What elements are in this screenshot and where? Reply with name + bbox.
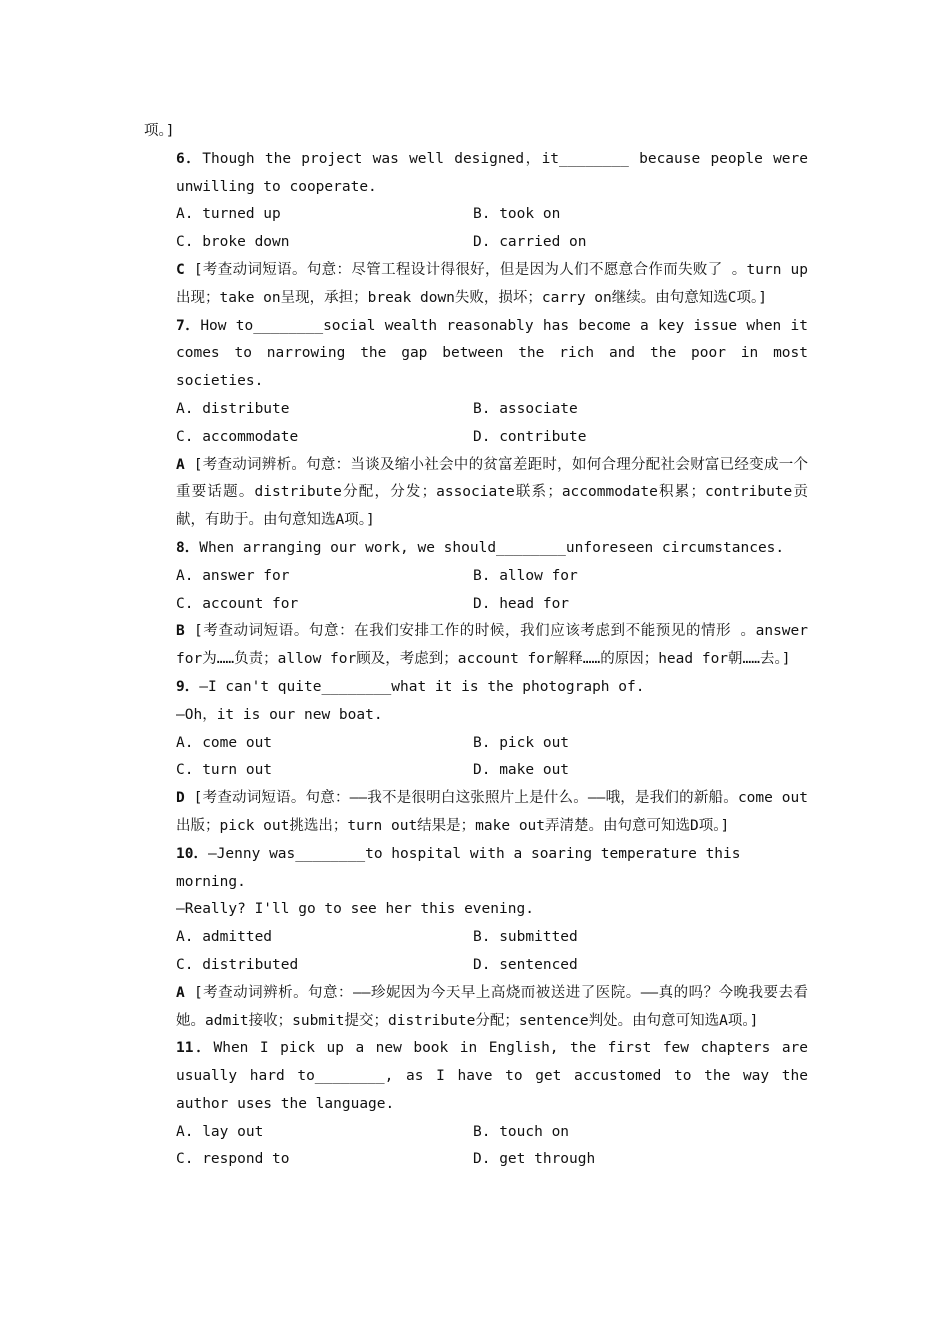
question-9-options-row-2 [144, 757, 808, 785]
question-number: 7． [176, 317, 201, 334]
question-6-stem [144, 146, 817, 202]
question-number: 8． [176, 539, 200, 556]
option-d: D. sentenced [473, 956, 578, 973]
question-text: —Jenny was________to hospital with a soaring temperature this morning. [176, 845, 750, 890]
explanation-text: [考查动词短语。句意：在我们安排工作的时候，我们应该考虑到不能预见的情形 。answer for为……负责；allow for顾及，考虑到；account for解释……的原因；head for朝……去。] [176, 623, 817, 668]
option-d: D. contribute [473, 428, 587, 445]
option-a: A. lay out [176, 1123, 264, 1140]
explanation-text: [考查动词辨析。句意：——珍妮因为今天早上高烧而被送进了医院。——真的吗？今晚我要去看她。admit接收；submit提交；distribute分配；sentence判处。由句意可知选A项。] [176, 984, 808, 1029]
question-number: 10． [176, 845, 208, 862]
option-b: B. associate [473, 400, 578, 417]
option-d: D. get through [473, 1151, 596, 1168]
question-8-stem [144, 535, 808, 563]
option-c: C. turn out [176, 762, 273, 779]
question-text: —I can't quite________what it is the photograph of. [199, 678, 645, 695]
option-b: B. submitted [473, 929, 578, 946]
question-11-stem [144, 1035, 817, 1118]
question-6-explanation [144, 257, 808, 313]
question-10-options-row-1 [144, 924, 808, 952]
explanation-text: [考查动词辨析。句意：当谈及缩小社会中的贫富差距时，如何合理分配社会财富已经变成一个重要话题。distribute分配，分发；associate联系；accommodate积累；contribute贡献，有助于。由句意知选A项。] [176, 456, 808, 529]
question-text: How to________social wealth reasonably has become a key issue when it comes to narrowing the gap between the rich and the poor in most societies. [176, 317, 817, 390]
question-9-options-row-1 [144, 730, 808, 758]
question-7-options-row-2 [144, 424, 808, 452]
option-b: B. touch on [473, 1123, 570, 1140]
explanation-text: [考查动词短语。句意：尽管工程设计得很好，但是因为人们不愿意合作而失败了 。turn up出现；take on呈现，承担；break down失败，损坏；carry on继续。由句意知选C项。] [176, 261, 808, 306]
option-c: C. respond to [176, 1151, 290, 1168]
question-7-explanation [144, 452, 808, 535]
answer-letter: B [176, 623, 185, 640]
option-c: C. account for [176, 595, 299, 612]
option-d: D. head for [473, 595, 570, 612]
question-8-options-row-1 [144, 563, 808, 591]
question-number: 9． [176, 678, 200, 695]
option-c: C. distributed [176, 956, 299, 973]
question-10-reply: —Really? I'll go to see her this evening. [176, 901, 534, 918]
question-11-options-row-1 [144, 1119, 808, 1147]
option-a: A. distribute [176, 400, 290, 417]
question-6-options-row-1 [144, 201, 808, 229]
question-number: 6． [176, 150, 203, 167]
question-text: Though the project was well designed，it________ because people were unwilling to cooperate. [176, 150, 817, 195]
question-text: When I pick up a new book in English, the first few chapters are usually hard to________, as I have to get accustomed to the way the author uses the language. [176, 1040, 817, 1112]
option-a: A. admitted [176, 929, 273, 946]
option-c: C. accommodate [176, 428, 299, 445]
option-c: C. broke down [176, 234, 290, 251]
question-9-explanation [144, 785, 808, 841]
question-7-stem [144, 313, 817, 396]
answer-letter: D [176, 790, 185, 807]
answer-letter: C [176, 261, 185, 278]
option-d: D. make out [473, 762, 570, 779]
question-6-options-row-2 [144, 229, 808, 257]
question-8-options-row-2 [144, 591, 808, 619]
option-b: B. took on [473, 206, 561, 223]
question-number: 11． [176, 1040, 214, 1057]
option-a: A. turned up [176, 206, 281, 223]
answer-letter: A [176, 456, 185, 473]
option-d: D. carried on [473, 234, 587, 251]
option-a: A. answer for [176, 567, 290, 584]
question-11-options-row-2 [144, 1146, 808, 1174]
question-10-stem [144, 841, 808, 897]
top-fragment: 项。] [144, 123, 175, 139]
question-9-stem [144, 674, 808, 702]
question-10-explanation [144, 980, 808, 1036]
answer-letter: A [176, 984, 185, 1001]
question-text: When arranging our work, we should________unforeseen circumstances. [199, 539, 785, 556]
document-page [144, 118, 817, 1174]
explanation-text: [考查动词短语。句意：——我不是很明白这张照片上是什么。——哦，是我们的新船。come out出版；pick out挑选出；turn out结果是；make out弄清楚。由句意可知选D项。] [176, 790, 808, 834]
question-8-explanation [144, 618, 817, 674]
question-7-options-row-1 [144, 396, 808, 424]
option-a: A. come out [176, 734, 273, 751]
option-b: B. allow for [473, 567, 578, 584]
option-b: B. pick out [473, 734, 570, 751]
question-9-reply: —Oh，it is our new boat. [176, 706, 383, 723]
question-10-options-row-2 [144, 952, 808, 980]
